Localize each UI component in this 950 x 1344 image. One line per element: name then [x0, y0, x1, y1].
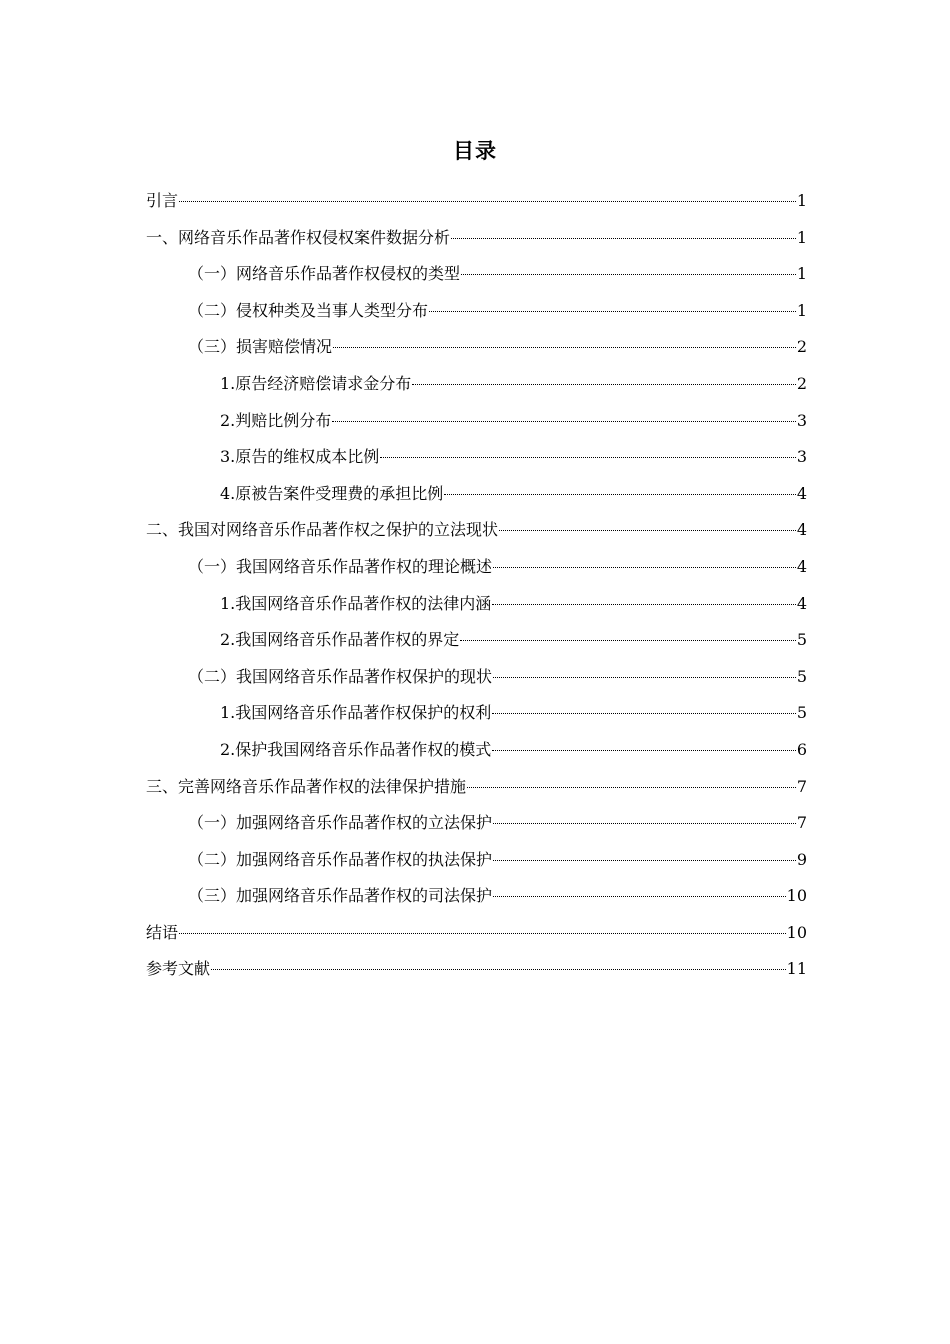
toc-dot-leader [332, 421, 796, 422]
toc-dot-leader [493, 677, 796, 678]
toc-entry[interactable] [146, 769, 807, 806]
toc-entry[interactable] [146, 256, 807, 293]
toc-entry-page: 10 [786, 922, 807, 942]
toc-entry-label: 二、我国对网络音乐作品著作权之保护的立法现状 [146, 512, 498, 549]
toc-dot-leader [492, 750, 796, 751]
toc-dot-leader [451, 238, 796, 239]
toc-entry-label: 参考文献 [146, 951, 210, 988]
toc-entry-label: （二）我国网络音乐作品著作权保护的现状 [188, 659, 492, 696]
toc-entry[interactable] [146, 659, 807, 696]
toc-entry-label: 4.原被告案件受理费的承担比例 [220, 476, 443, 513]
toc-entry-label: （三）加强网络音乐作品著作权的司法保护 [188, 878, 492, 915]
toc-entry-label: （一）我国网络音乐作品著作权的理论概述 [188, 549, 492, 586]
toc-entry[interactable] [146, 183, 807, 220]
toc-entry-page: 4 [796, 520, 807, 540]
toc-entry[interactable] [146, 805, 807, 842]
toc-entry[interactable] [146, 622, 807, 659]
toc-dot-leader [467, 787, 796, 788]
toc-dot-leader [179, 933, 786, 934]
toc-dot-leader [179, 201, 796, 202]
toc-entry-page: 1 [796, 264, 807, 284]
toc-entry[interactable] [146, 512, 807, 549]
toc-entry-page: 5 [796, 630, 807, 650]
toc-entry[interactable] [146, 476, 807, 513]
toc-entry-page: 4 [796, 556, 807, 576]
toc-entry-label: （二）侵权种类及当事人类型分布 [188, 293, 428, 330]
toc-entry-label: （一）加强网络音乐作品著作权的立法保护 [188, 805, 492, 842]
toc-entry-page: 5 [796, 666, 807, 686]
toc-dot-leader [211, 969, 786, 970]
toc-entry-page: 7 [796, 813, 807, 833]
toc-entry[interactable] [146, 951, 807, 988]
toc-entry-page: 7 [796, 776, 807, 796]
toc-entry-label: 一、网络音乐作品著作权侵权案件数据分析 [146, 220, 450, 257]
toc-entry-label: （一）网络音乐作品著作权侵权的类型 [188, 256, 460, 293]
toc-entry-label: 1.原告经济赔偿请求金分布 [220, 366, 411, 403]
toc-entry-page: 6 [796, 739, 807, 759]
toc-dot-leader [493, 823, 796, 824]
toc-title: 目录 [453, 138, 497, 163]
toc-entry-page: 11 [786, 959, 807, 979]
toc-entry[interactable] [146, 842, 807, 879]
toc-entry[interactable] [146, 915, 807, 952]
toc-entry-label: 三、完善网络音乐作品著作权的法律保护措施 [146, 769, 466, 806]
toc-dot-leader [333, 347, 796, 348]
toc-dot-leader [499, 530, 796, 531]
toc-dot-leader [492, 604, 796, 605]
toc-entry[interactable] [146, 403, 807, 440]
toc-dot-leader [429, 311, 796, 312]
toc-dot-leader [493, 896, 786, 897]
toc-dot-leader [460, 640, 796, 641]
toc-entry-page: 3 [796, 410, 807, 430]
toc-dot-leader [493, 567, 796, 568]
toc-dot-leader [380, 457, 796, 458]
toc-entry[interactable] [146, 878, 807, 915]
toc-entry-page: 1 [796, 227, 807, 247]
toc-entry-label: （二）加强网络音乐作品著作权的执法保护 [188, 842, 492, 879]
toc-entry-page: 3 [796, 447, 807, 467]
toc-entry-label: 1.我国网络音乐作品著作权的法律内涵 [220, 586, 491, 623]
toc-entry[interactable] [146, 220, 807, 257]
toc-entry[interactable] [146, 293, 807, 330]
toc-entry-label: 3.原告的维权成本比例 [220, 439, 379, 476]
toc-entry-label: 2.我国网络音乐作品著作权的界定 [220, 622, 459, 659]
toc-dot-leader [492, 713, 796, 714]
toc-entry[interactable] [146, 586, 807, 623]
toc-dot-leader [493, 860, 796, 861]
toc-entry[interactable] [146, 549, 807, 586]
toc-entry-label: （三）损害赔偿情况 [188, 329, 332, 366]
toc-entry-page: 9 [796, 849, 807, 869]
toc-entry-page: 10 [786, 886, 807, 906]
toc-entry-label: 结语 [146, 915, 178, 952]
toc-entry[interactable] [146, 366, 807, 403]
toc-entry-page: 5 [796, 703, 807, 723]
toc-entry-page: 2 [796, 373, 807, 393]
toc-entry-page: 4 [796, 593, 807, 613]
toc-entry-page: 1 [796, 191, 807, 210]
toc-dot-leader [461, 274, 796, 275]
toc-entry-label: 2.判赔比例分布 [220, 403, 331, 440]
toc-entry[interactable] [146, 329, 807, 366]
toc-dot-leader [412, 384, 796, 385]
toc-entry-page: 1 [796, 300, 807, 320]
toc-entry-page: 2 [796, 337, 807, 357]
toc-entry-page: 4 [796, 483, 807, 503]
toc-list [146, 183, 807, 988]
toc-entry-label: 引言 [146, 183, 178, 220]
toc-entry-label: 2.保护我国网络音乐作品著作权的模式 [220, 732, 491, 769]
toc-entry[interactable] [146, 695, 807, 732]
toc-entry-label: 1.我国网络音乐作品著作权保护的权利 [220, 695, 491, 732]
toc-entry[interactable] [146, 439, 807, 476]
toc-entry[interactable] [146, 732, 807, 769]
toc-dot-leader [444, 494, 796, 495]
